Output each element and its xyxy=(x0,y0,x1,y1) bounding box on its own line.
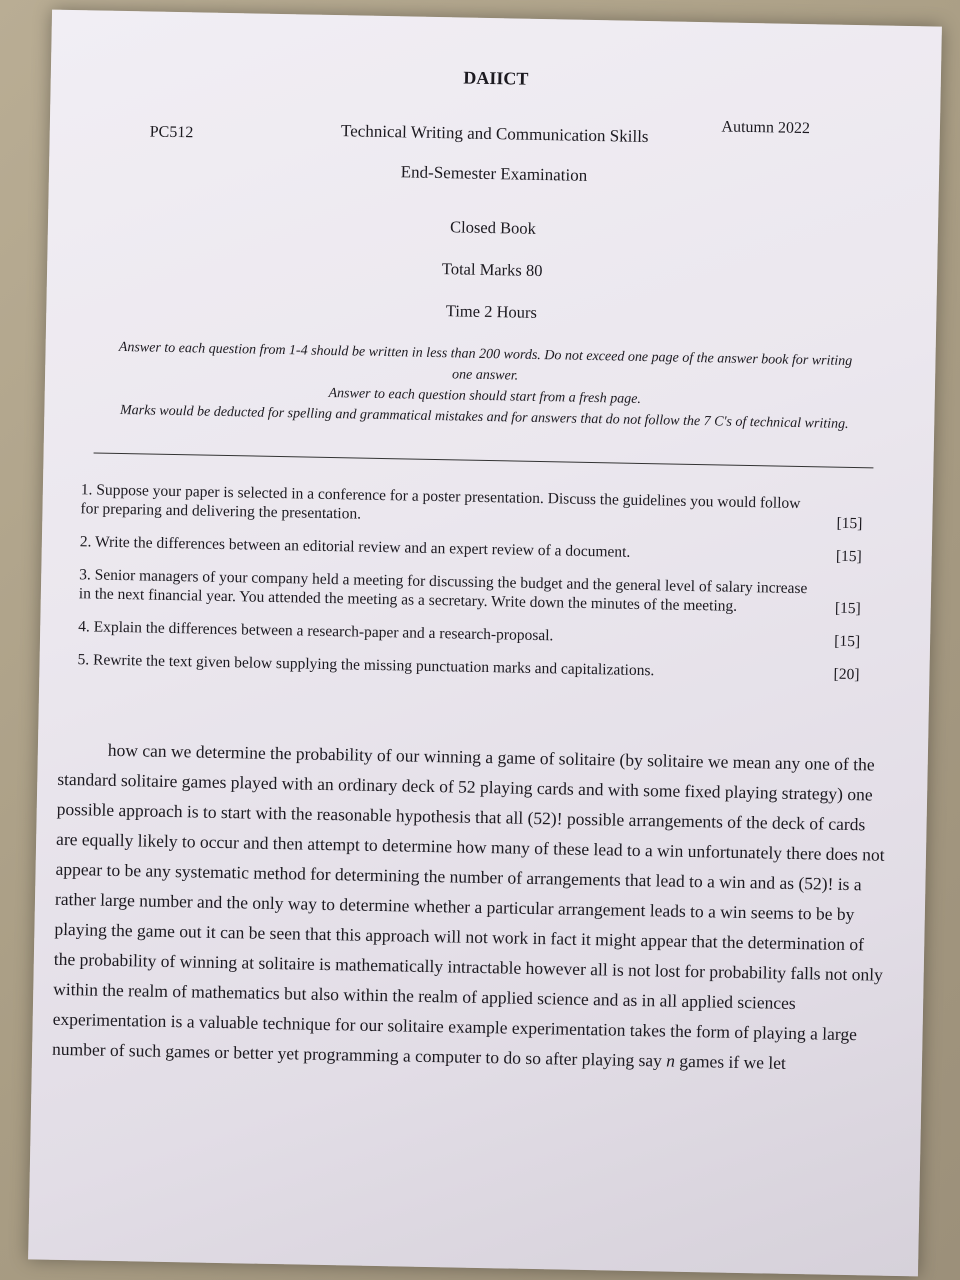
question-marks: [15] xyxy=(834,632,861,651)
punctuation-passage xyxy=(52,734,888,1080)
course-code: PC512 xyxy=(149,123,194,142)
question-text: 1. Suppose your paper is selected in a conference for a poster presentation. Discuss the guidelines you would follow for preparing and delivering the presentation. xyxy=(80,481,801,523)
passage-variable: n xyxy=(666,1050,676,1071)
question-marks: [15] xyxy=(836,514,863,533)
question-text: 4. Explain the differences between a research-paper and a research-proposal. xyxy=(78,618,554,645)
question-2 xyxy=(80,532,862,566)
course-title: Technical Writing and Communication Skills xyxy=(340,121,649,147)
question-1 xyxy=(80,480,863,533)
question-3 xyxy=(79,565,862,618)
instruction-deductions: Marks would be deducted for spelling and grammatical mistakes and for answers that do not follow the 7 C's of technical writing. xyxy=(119,402,849,432)
institution-name: DAIICT xyxy=(463,67,529,89)
question-5 xyxy=(77,650,859,684)
exam-paper xyxy=(28,10,942,1277)
book-policy: Closed Book xyxy=(449,217,537,238)
exam-duration: Time 2 Hours xyxy=(445,301,538,322)
passage-text: how can we determine the probability of our winning a game of solitaire (by solitaire we mean any one of the standard solitaire games played with an ordinary deck of 52 playing cards and with some fixed playing strategy) one possible approach is to start with the reasonable hypothesis that all (52)! possible arrangements of the deck of cards are equally likely to occur and then attempt to determine how many of these lead to a win unfortunately there does not appear to be any systematic method for determining the number of arrangements that lead to a win and as (52)! is a rather large number and the only way to determine whether a particular arrangement leads to a win seems to be by playing the game out it can be seen that this approach will not work in fact it might appear that the determination of the probability of winning at solitaire is mathematically intractable however all is not lost for probability falls not only within the realm of mathematics but also within the realm of applied science and as in all applied sciences experimentation is a valuable technique for our solitaire example experimentation takes the form of playing a large number of such games or better yet programming a computer to do so after playing say xyxy=(51,739,885,1071)
instructions xyxy=(114,337,855,435)
question-marks: [20] xyxy=(833,665,860,684)
question-marks: [15] xyxy=(835,547,862,566)
question-text: 3. Senior managers of your company held a meeting for discussing the budget and the general level of salary increase in the next financial year. You attended the meeting as a secretary. Write down the minutes of the meeting. xyxy=(78,566,808,615)
question-text: 5. Rewrite the text given below supplying the missing punctuation marks and capitalizations. xyxy=(77,651,655,680)
passage-tail: games if we let xyxy=(674,1050,787,1073)
question-marks: [15] xyxy=(834,599,861,618)
question-text: 2. Write the differences between an editorial review and an expert review of a document. xyxy=(79,533,631,561)
divider xyxy=(94,452,874,468)
exam-type: End-Semester Examination xyxy=(400,162,588,185)
instruction-fresh-page: Answer to each question should start from a fresh page. xyxy=(328,385,642,407)
question-list xyxy=(77,480,863,698)
total-marks: Total Marks 80 xyxy=(441,259,543,281)
question-4 xyxy=(78,617,860,651)
instruction-word-limit: Answer to each question from 1-4 should be written in less than 200 words. Do not exceed one page of the answer book for writing one answer. xyxy=(118,339,853,384)
exam-term: Autumn 2022 xyxy=(721,118,811,138)
